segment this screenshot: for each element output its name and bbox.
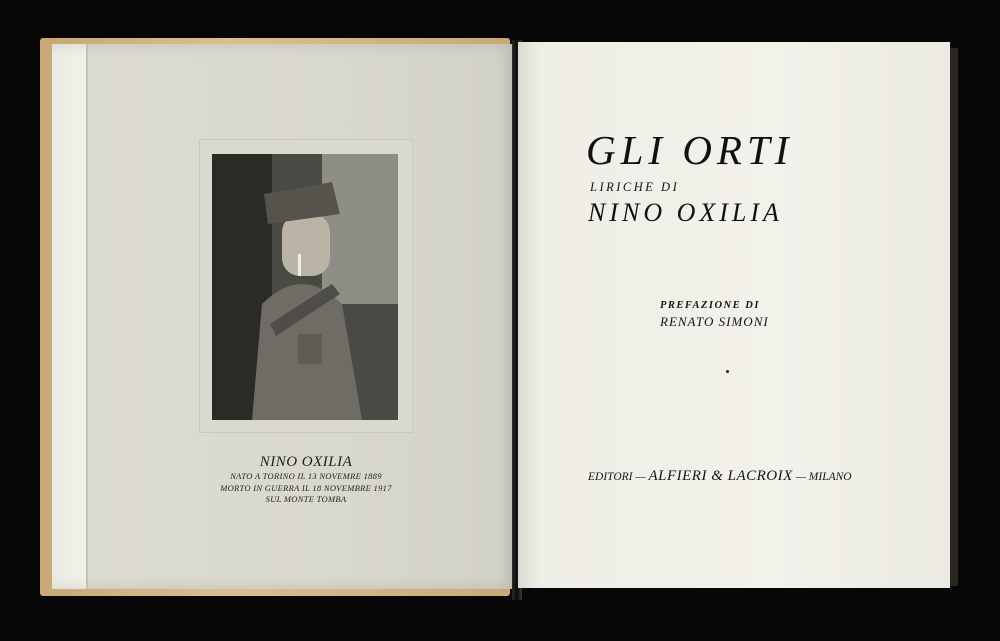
preface-label: PREFAZIONE DI	[660, 300, 760, 311]
book-title: GLI ORTI	[586, 127, 794, 173]
preface-author: RENATO SIMONI	[660, 314, 769, 329]
publisher-line	[588, 468, 852, 485]
caption-name: NINO OXILIA	[259, 454, 353, 470]
book-author: NINO OXILIA	[588, 198, 783, 227]
publisher-city: — MILANO	[795, 471, 852, 483]
right-cover-edge	[950, 48, 958, 586]
page-hinge	[86, 44, 88, 589]
book-subtitle: LIRICHE DI	[590, 180, 680, 194]
publisher-name: ALFIERI & LACROIX	[648, 468, 793, 484]
caption-death: MORTO IN GUERRA IL 18 NOVEMBRE 1917	[220, 482, 392, 493]
portrait-photo	[212, 154, 398, 420]
soldier-portrait-icon	[212, 154, 398, 420]
publisher-prefix: EDITORI —	[588, 471, 646, 483]
portrait-caption	[200, 454, 412, 506]
caption-place: SUL MONTE TOMBA	[265, 494, 347, 504]
caption-birth: NATO A TORINO IL 13 NOVEMRE 1889	[230, 471, 382, 481]
ornament-dot	[726, 370, 729, 373]
